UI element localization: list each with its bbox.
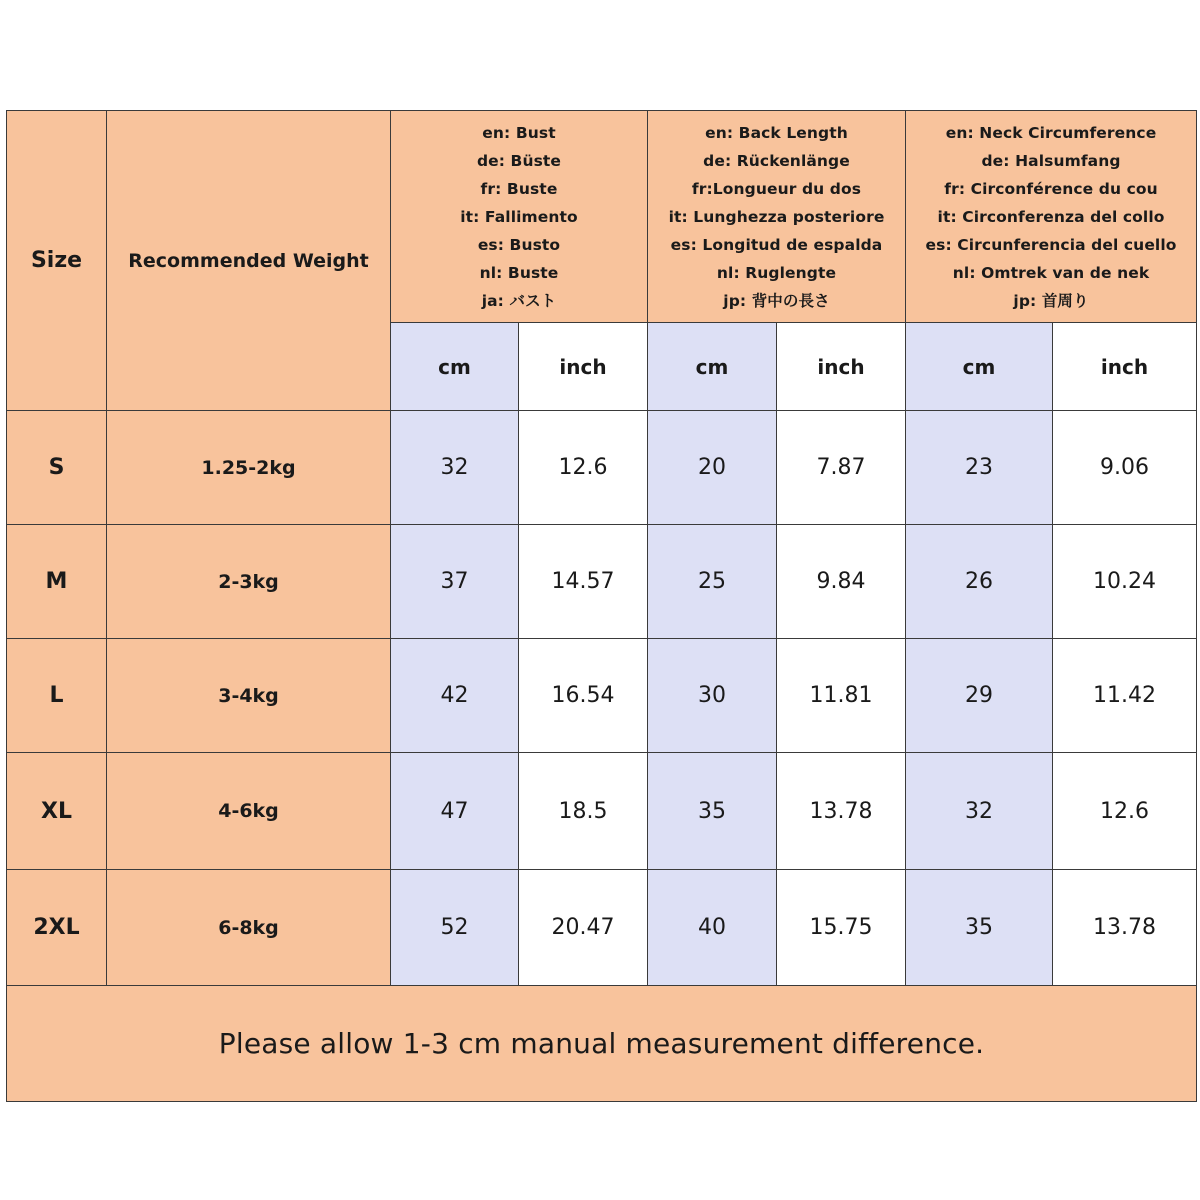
back-length-inch-cell: 7.87 [777, 411, 906, 525]
bust-label-de: de: Büste [476, 151, 562, 170]
neck-label-it: it: Circonferenza del collo [937, 207, 1165, 226]
back-length-label-en: en: Back Length [705, 123, 848, 142]
bust-cm-cell: 37 [391, 525, 519, 639]
weight-cell: 3-4kg [107, 639, 391, 753]
bust-label-en: en: Bust [482, 123, 556, 142]
neck-cm-cell: 29 [906, 639, 1053, 753]
note-row [7, 986, 1197, 1102]
back-length-cm-unit: cm [648, 323, 777, 411]
size-cell: M [7, 525, 107, 639]
weight-cell: 2-3kg [107, 525, 391, 639]
weight-cell: 4-6kg [107, 753, 391, 870]
bust-cm-cell: 52 [391, 870, 519, 986]
neck-inch-cell: 9.06 [1053, 411, 1197, 525]
back-length-inch-cell: 15.75 [777, 870, 906, 986]
back-length-inch-unit: inch [777, 323, 906, 411]
neck-cm-cell: 23 [906, 411, 1053, 525]
bust-inch-cell: 14.57 [519, 525, 648, 639]
size-chart-table [6, 110, 1197, 1102]
size-cell: L [7, 639, 107, 753]
bust-header [391, 111, 648, 323]
size-chart [6, 110, 1196, 1102]
back-length-label-nl: nl: Ruglengte [716, 263, 837, 282]
bust-label-it: it: Fallimento [460, 207, 578, 226]
neck-label-nl: nl: Omtrek van de nek [952, 263, 1150, 282]
bust-label-es: es: Busto [477, 235, 561, 254]
weight-cell: 1.25-2kg [107, 411, 391, 525]
back-length-cm-cell: 25 [648, 525, 777, 639]
neck-inch-unit: inch [1053, 323, 1197, 411]
neck-label-de: de: Halsumfang [981, 151, 1121, 170]
bust-inch-cell: 18.5 [519, 753, 648, 870]
bust-cm-cell: 47 [391, 753, 519, 870]
table-row [7, 525, 1197, 639]
back-length-label-fr: fr:Longueur du dos [691, 179, 862, 198]
back-length-label-jp: jp: 背中の長さ [723, 291, 830, 310]
size-cell: 2XL [7, 870, 107, 986]
neck-inch-cell: 13.78 [1053, 870, 1197, 986]
bust-label-fr: fr: Buste [480, 179, 558, 198]
bust-cm-unit: cm [391, 323, 519, 411]
bust-label-nl: nl: Buste [479, 263, 559, 282]
header-row [7, 111, 1197, 323]
back-length-cm-cell: 40 [648, 870, 777, 986]
neck-cm-cell: 32 [906, 753, 1053, 870]
measurement-note: Please allow 1-3 cm manual measurement difference. [7, 986, 1197, 1102]
size-header: Size [7, 111, 107, 411]
back-length-inch-cell: 9.84 [777, 525, 906, 639]
neck-inch-cell: 11.42 [1053, 639, 1197, 753]
weight-header: Recommended Weight [107, 111, 391, 411]
bust-cm-cell: 32 [391, 411, 519, 525]
back-length-label-de: de: Rückenlänge [703, 151, 850, 170]
neck-label-jp: jp: 首周り [1013, 291, 1089, 310]
weight-cell: 6-8kg [107, 870, 391, 986]
back-length-cm-cell: 35 [648, 753, 777, 870]
neck-inch-cell: 12.6 [1053, 753, 1197, 870]
back-length-cm-cell: 30 [648, 639, 777, 753]
back-length-label-es: es: Longitud de espalda [670, 235, 883, 254]
size-cell: XL [7, 753, 107, 870]
bust-inch-cell: 20.47 [519, 870, 648, 986]
back-length-label-it: it: Lunghezza posteriore [668, 207, 885, 226]
back-length-inch-cell: 11.81 [777, 639, 906, 753]
bust-inch-cell: 12.6 [519, 411, 648, 525]
bust-cm-cell: 42 [391, 639, 519, 753]
neck-cm-unit: cm [906, 323, 1053, 411]
table-row [7, 411, 1197, 525]
neck-label-en: en: Neck Circumference [945, 123, 1157, 142]
neck-label-fr: fr: Circonférence du cou [944, 179, 1158, 198]
table-row [7, 753, 1197, 870]
bust-inch-unit: inch [519, 323, 648, 411]
bust-label-ja: ja: バスト [481, 291, 557, 310]
neck-cm-cell: 26 [906, 525, 1053, 639]
size-cell: S [7, 411, 107, 525]
neck-cm-cell: 35 [906, 870, 1053, 986]
back-length-cm-cell: 20 [648, 411, 777, 525]
neck-header [906, 111, 1197, 323]
neck-label-es: es: Circunferencia del cuello [925, 235, 1177, 254]
back-length-inch-cell: 13.78 [777, 753, 906, 870]
neck-inch-cell: 10.24 [1053, 525, 1197, 639]
back-length-header [648, 111, 906, 323]
table-row [7, 870, 1197, 986]
table-row [7, 639, 1197, 753]
bust-inch-cell: 16.54 [519, 639, 648, 753]
